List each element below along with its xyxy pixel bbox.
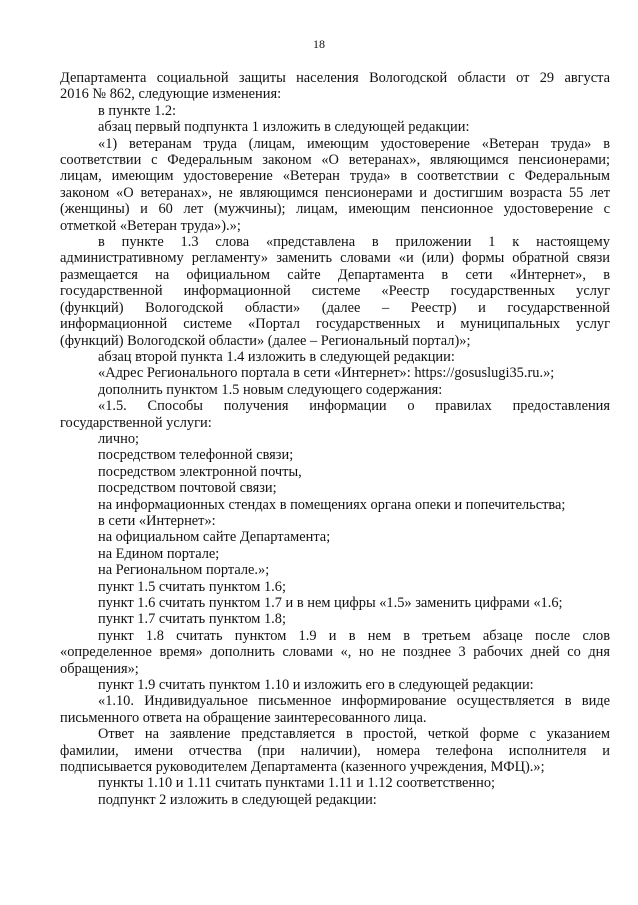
text-line: посредством телефонной связи; bbox=[98, 447, 294, 464]
text-line: (функций) Вологодской области» (далее – Региональный портал)»; bbox=[60, 332, 471, 349]
text-line: абзац первый подпункта 1 изложить в следующей редакции: bbox=[98, 119, 470, 136]
text-line: пункт 1.7 считать пунктом 1.8; bbox=[98, 611, 286, 628]
text-line: пункт 1.8 считать пунктом 1.9 и в нем в третьем абзаце после слов bbox=[98, 627, 610, 644]
text-line: посредством электронной почты, bbox=[98, 463, 302, 480]
text-line: Ответ на заявление представляется в простой, четкой форме с указанием bbox=[98, 726, 610, 743]
text-line: в пункте 1.3 слова «представлена в приложении 1 к настоящему bbox=[98, 234, 610, 251]
text-line: отметкой «Ветеран труда»).»; bbox=[60, 217, 241, 234]
document-body bbox=[60, 70, 610, 808]
text-line: «Адрес Регионального портала в сети «Интернет»: https://gosuslugi35.ru.»; bbox=[98, 365, 555, 382]
text-line: «1.5. Способы получения информации о правилах предоставления bbox=[98, 398, 610, 415]
text-line: лично; bbox=[98, 430, 140, 447]
text-line: (функций) Вологодской области» (далее – Реестр) и государственной bbox=[60, 299, 610, 316]
text-line: абзац второй пункта 1.4 изложить в следующей редакции: bbox=[98, 348, 455, 365]
text-line: фамилии, имени отчества (при наличии), номера телефона исполнителя и bbox=[60, 742, 610, 759]
text-line: лицам, имеющим удостоверение «Ветеран труда» в соответствии с Федеральным bbox=[60, 168, 610, 185]
text-line: подпункт 2 изложить в следующей редакции: bbox=[98, 791, 377, 808]
text-line: обращения»; bbox=[60, 660, 139, 677]
text-line: соответствии с Федеральным законом «О ветеранах», являющимся пенсионерами; bbox=[60, 152, 610, 169]
text-line: пункт 1.6 считать пунктом 1.7 и в нем цифры «1.5» заменить цифрами «1.6; bbox=[98, 595, 563, 611]
text-line: «1) ветеранам труда (лицам, имеющим удостоверение «Ветеран труда» в bbox=[98, 135, 610, 152]
text-line: пункт 1.9 считать пунктом 1.10 и изложить его в следующей редакции: bbox=[98, 677, 534, 694]
text-line: «определенное время» дополнить словами «, но не позднее 3 рабочих дней со дня bbox=[60, 644, 610, 661]
text-line: «1.10. Индивидуальное письменное информирование осуществляется в виде bbox=[98, 693, 610, 710]
text-line: на Едином портале; bbox=[98, 545, 220, 562]
text-line: на Региональном портале.»; bbox=[98, 562, 270, 579]
text-line: пункт 1.5 считать пунктом 1.6; bbox=[98, 578, 286, 595]
text-line: государственной услуги: bbox=[60, 414, 212, 431]
text-line: размещается на официальном сайте Департамента в сети «Интернет», в bbox=[60, 266, 610, 283]
text-line: посредством почтовой связи; bbox=[98, 480, 277, 497]
text-line: административному регламенту» заменить словами «и (или) формы обратной связи bbox=[60, 250, 610, 267]
text-line: пункты 1.10 и 1.11 считать пунктами 1.11 и 1.12 соответственно; bbox=[98, 775, 496, 792]
text-line: законом «О ветеранах», не являющимся пенсионерами и достигшим возраста 55 лет bbox=[60, 184, 610, 201]
text-line: (женщины) и 60 лет (мужчины); лицам, имеющим пенсионное удостоверение с bbox=[60, 201, 610, 218]
text-line: письменного ответа на обращение заинтересованного лица. bbox=[60, 709, 427, 726]
text-line: 2016 № 862, следующие изменения: bbox=[60, 86, 282, 103]
text-line: в пункте 1.2: bbox=[98, 102, 177, 119]
text-line: информационной системе «Портал государственных и муниципальных услуг bbox=[60, 316, 610, 333]
page-number: 18 bbox=[313, 37, 325, 51]
text-line: подписывается руководителем Департамента (казенного учреждения, МФЦ).»; bbox=[60, 759, 545, 776]
text-line: дополнить пунктом 1.5 новым следующего содержания: bbox=[98, 381, 443, 398]
text-line: государственной информационной системе «Реестр государственных услуг bbox=[60, 283, 610, 300]
text-line: на официальном сайте Департамента; bbox=[98, 529, 331, 546]
text-line: Департамента социальной защиты населения Вологодской области от 29 августа bbox=[60, 70, 610, 86]
text-line: на информационных стендах в помещениях органа опеки и попечительства; bbox=[98, 496, 566, 513]
text-line: в сети «Интернет»: bbox=[98, 512, 216, 529]
